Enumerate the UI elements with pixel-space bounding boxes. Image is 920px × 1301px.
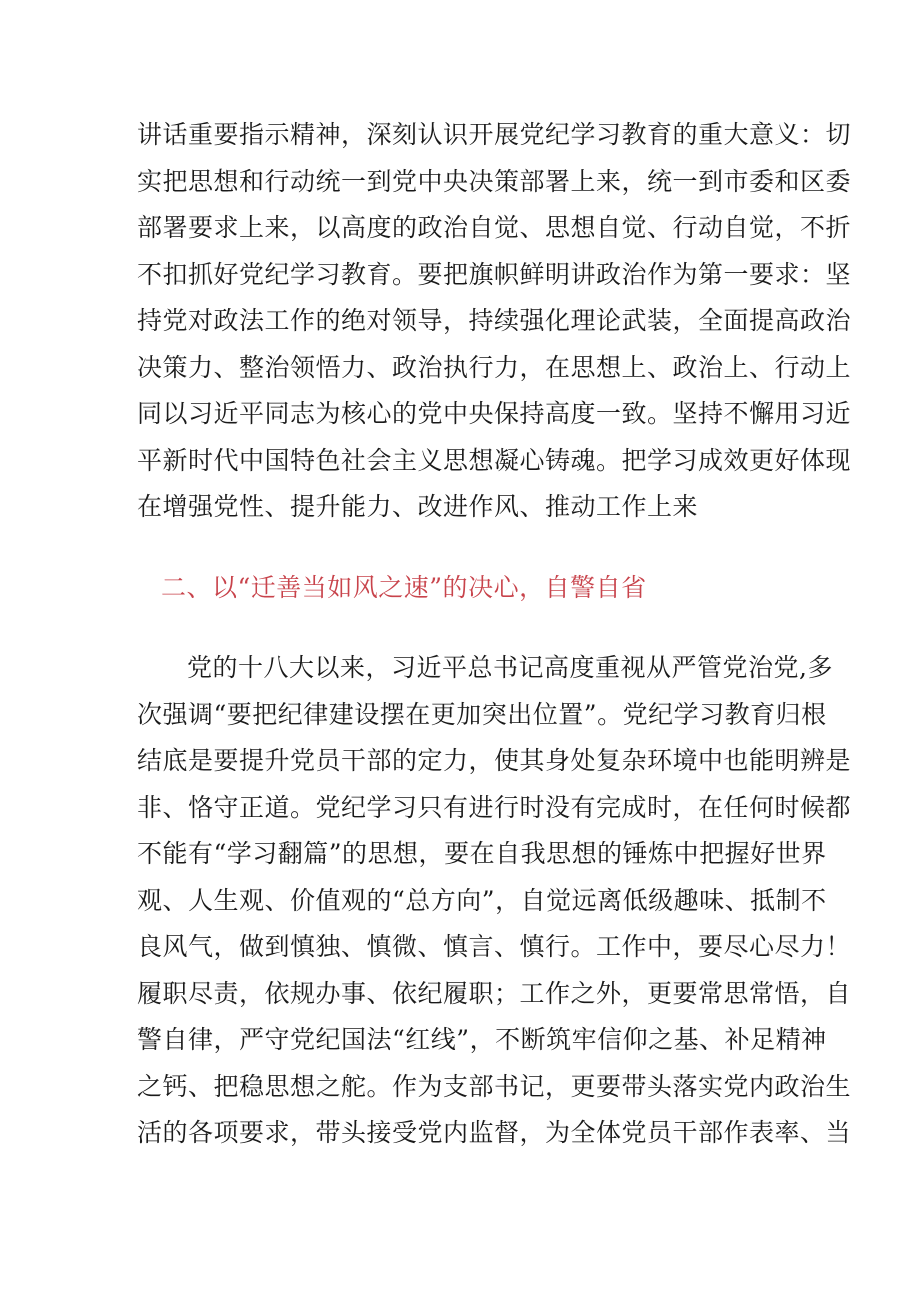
paragraph-line: 非、恪守正道。党纪学习只有进行时没有完成时，在任何时候都 (137, 792, 852, 822)
paragraph-line: 实把思想和行动统一到党中央决策部署上来，统一到市委和区委 (137, 166, 852, 196)
paragraph-2 (137, 645, 852, 1157)
paragraph-line: 不扣抓好党纪学习教育。要把旗帜鲜明讲政治作为第一要求：坚 (137, 259, 852, 289)
paragraph-line: 观、人生观、价值观的“总方向”，自觉远离低级趣味、抵制不 (137, 885, 827, 915)
paragraph-line: 不能有“学习翻篇”的思想，要在自我思想的锤炼中把握好世界 (137, 839, 827, 868)
document-body (137, 112, 852, 1157)
paragraph-line: 履职尽责，依规办事、依纪履职；工作之外，更要常思常悟，自 (137, 978, 852, 1008)
paragraph-line: 在增强党性、提升能力、改进作风、推动工作上来 (137, 492, 699, 521)
paragraph-line: 决策力、整治领悟力、政治执行力，在思想上、政治上、行动上 (137, 352, 852, 382)
paragraph-line: 平新时代中国特色社会主义思想凝心铸魂。把学习成效更好体现 (137, 445, 852, 475)
paragraph-line: 讲话重要指示精神，深刻认识开展党纪学习教育的重大意义：切 (137, 120, 852, 149)
paragraph-line: 同以习近平同志为核心的党中央保持高度一致。坚持不懈用习近 (137, 399, 852, 428)
paragraph-1 (137, 112, 852, 531)
paragraph-line: 持党对政法工作的绝对领导，持续强化理论武装，全面提高政治 (137, 306, 852, 335)
paragraph-line: 活的各项要求，带头接受党内监督，为全体党员干部作表率、当 (137, 1118, 852, 1147)
paragraph-line: 警自律，严守党纪国法“红线”，不断筑牢信仰之基、补足精神 (137, 1025, 827, 1054)
paragraph-line: 之钙、把稳思想之舵。作为支部书记，更要带头落实党内政治生 (137, 1071, 852, 1101)
paragraph-line: 党的十八大以来，习近平总书记高度重视从严管党治党,多 (187, 653, 833, 682)
paragraph-line: 次强调“要把纪律建设摆在更加突出位置”。党纪学习教育归根 (137, 699, 827, 729)
paragraph-line: 良风气，做到慎独、慎微、慎言、慎行。工作中，要尽心尽力！ (137, 932, 852, 961)
paragraph-line: 部署要求上来，以高度的政治自觉、思想自觉、行动自觉，不折 (137, 213, 852, 242)
section-heading: 二、以“迁善当如风之速”的决心，自警自省 (161, 572, 647, 602)
paragraph-line: 结底是要提升党员干部的定力，使其身处复杂环境中也能明辨是 (137, 746, 852, 775)
